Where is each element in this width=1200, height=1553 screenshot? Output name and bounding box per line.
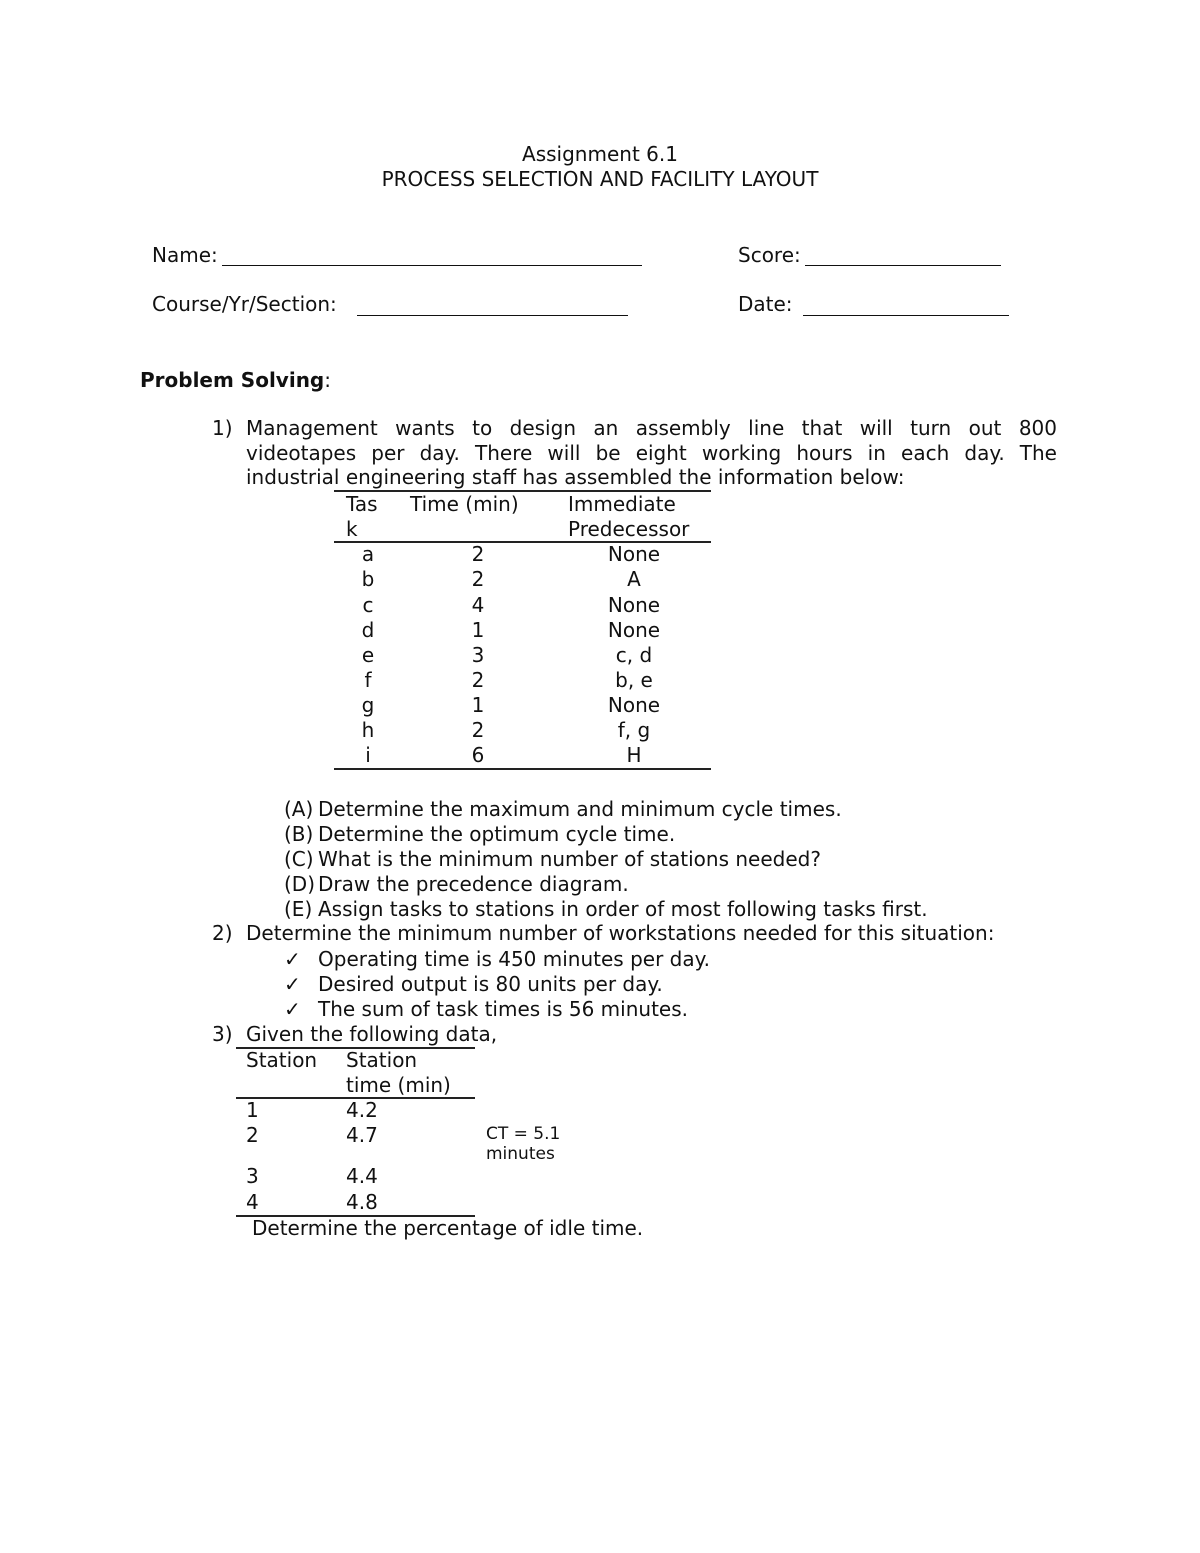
section-heading-text: Problem Solving — [140, 368, 325, 392]
table-header-pred: Immediate — [568, 492, 676, 516]
station-row-1-time: 4.2 — [346, 1098, 378, 1122]
station-row-3-time: 4.4 — [346, 1164, 378, 1188]
bullet-text: Desired output is 80 units per day. — [318, 972, 663, 996]
problem-2-text: Determine the minimum number of workstations needed for this situation: — [246, 921, 995, 945]
table-header-task: Tas — [346, 492, 378, 516]
task-row-3-task: c — [362, 593, 374, 617]
task-row-1-time: 2 — [471, 542, 485, 566]
question-text: Draw the precedence diagram. — [318, 872, 629, 896]
course-field[interactable] — [357, 315, 628, 316]
checkmark-icon: ✓ — [284, 947, 301, 971]
task-row-6-time: 2 — [471, 668, 485, 692]
date-label: Date: — [738, 292, 793, 316]
page-title: Assignment 6.1 — [522, 142, 678, 166]
problem-2-number: 2) — [212, 921, 233, 945]
problem-1-line-2: videotapes per day. There will be eight working hours in each day. The — [246, 441, 1057, 465]
station-row-4-station: 4 — [246, 1190, 259, 1214]
task-row-4-pred: None — [607, 618, 661, 642]
question-text: What is the minimum number of stations needed? — [318, 847, 821, 871]
task-row-1-task: a — [361, 542, 375, 566]
task-row-5-task: e — [361, 643, 375, 667]
table-header-pred-wrap: Predecessor — [568, 517, 690, 541]
problem-3-text: Given the following data, — [246, 1022, 498, 1046]
section-heading — [140, 368, 331, 392]
problem-3-number: 3) — [212, 1022, 233, 1046]
task-row-9-pred: H — [626, 743, 642, 767]
problem-1-line-3: industrial engineering staff has assembled the information below: — [246, 465, 905, 489]
question-text: Determine the optimum cycle time. — [318, 822, 676, 846]
task-row-2-time: 2 — [471, 567, 485, 591]
table-bottom-rule — [334, 768, 711, 770]
station-header-station: Station — [246, 1048, 318, 1072]
question-label: (A) — [284, 797, 314, 821]
problem-1-line-1: Management wants to design an assembly line that will turn out 800 — [246, 416, 1057, 440]
task-row-8-time: 2 — [471, 718, 485, 742]
station-row-2-time: 4.7 — [346, 1123, 378, 1147]
task-row-3-pred: None — [607, 593, 661, 617]
page-subtitle: PROCESS SELECTION AND FACILITY LAYOUT — [381, 167, 819, 191]
task-row-6-task: f — [364, 668, 372, 692]
problem-1-number: 1) — [212, 416, 233, 440]
score-field[interactable] — [805, 265, 1001, 266]
table-header-task-wrap: k — [346, 517, 358, 541]
date-field[interactable] — [803, 315, 1009, 316]
task-row-3-time: 4 — [471, 593, 485, 617]
station-header-time-wrap: time (min) — [346, 1073, 451, 1097]
station-row-1-station: 1 — [246, 1098, 259, 1122]
task-row-1-pred: None — [607, 542, 661, 566]
task-row-7-task: g — [361, 693, 375, 717]
cycle-time-note: CT = 5.1 — [486, 1124, 561, 1144]
task-row-7-pred: None — [607, 693, 661, 717]
problem-3-question: Determine the percentage of idle time. — [252, 1216, 644, 1240]
station-row-2-station: 2 — [246, 1123, 259, 1147]
checkmark-icon: ✓ — [284, 997, 301, 1021]
question-label: (E) — [284, 897, 313, 921]
task-row-4-time: 1 — [471, 618, 485, 642]
station-header-time: Station — [346, 1048, 418, 1072]
bullet-text: Operating time is 450 minutes per day. — [318, 947, 710, 971]
table-header-time: Time (min) — [410, 492, 519, 516]
bullet-text: The sum of task times is 56 minutes. — [318, 997, 688, 1021]
question-label: (B) — [284, 822, 314, 846]
name-field[interactable] — [222, 265, 642, 266]
task-row-9-task: i — [365, 743, 371, 767]
station-row-4-time: 4.8 — [346, 1190, 378, 1214]
score-label: Score: — [738, 243, 801, 267]
task-row-4-task: d — [361, 618, 375, 642]
task-row-7-time: 1 — [471, 693, 485, 717]
question-text: Assign tasks to stations in order of most following tasks first. — [318, 897, 928, 921]
checkmark-icon: ✓ — [284, 972, 301, 996]
cycle-time-note-unit: minutes — [486, 1144, 555, 1164]
question-text: Determine the maximum and minimum cycle times. — [318, 797, 842, 821]
task-row-8-task: h — [361, 718, 375, 742]
name-label: Name: — [152, 243, 218, 267]
task-row-6-pred: b, e — [615, 668, 653, 692]
section-heading-colon: : — [324, 368, 331, 392]
task-row-2-task: b — [361, 567, 375, 591]
question-label: (D) — [284, 872, 316, 896]
task-row-5-time: 3 — [471, 643, 485, 667]
task-row-9-time: 6 — [471, 743, 485, 767]
course-label: Course/Yr/Section: — [152, 292, 337, 316]
station-row-3-station: 3 — [246, 1164, 259, 1188]
task-row-2-pred: A — [627, 567, 641, 591]
task-row-5-pred: c, d — [615, 643, 653, 667]
question-label: (C) — [284, 847, 314, 871]
task-row-8-pred: f, g — [617, 718, 651, 742]
